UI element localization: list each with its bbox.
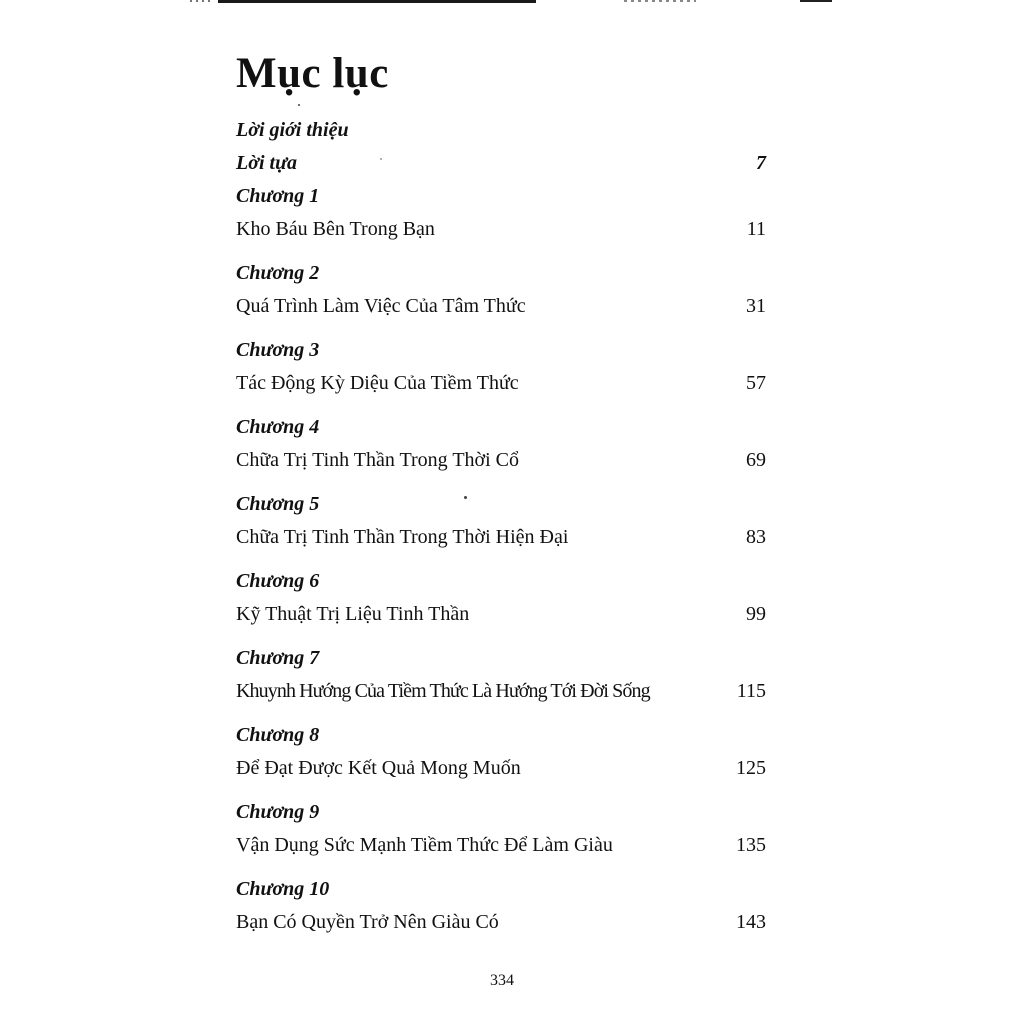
toc-entry-label: Lời tựa bbox=[236, 152, 298, 174]
chapter-title: Kỹ Thuật Trị Liệu Tinh Thần bbox=[236, 603, 470, 625]
chapter-title: Kho Báu Bên Trong Bạn bbox=[236, 218, 435, 240]
scan-speck bbox=[298, 104, 300, 106]
chapter-page: 11 bbox=[746, 218, 766, 240]
toc-entry-label: Lời giới thiệu bbox=[236, 119, 349, 141]
chapter-heading-label: Chương 4 bbox=[236, 416, 320, 438]
chapter-title-row bbox=[236, 906, 766, 939]
chapter-title-row bbox=[236, 290, 766, 323]
chapter-heading bbox=[236, 488, 766, 521]
chapter-page: 57 bbox=[746, 372, 766, 394]
chapter-title-row bbox=[236, 444, 766, 477]
chapter-page: 135 bbox=[736, 834, 766, 856]
chapter-page: 83 bbox=[746, 526, 766, 548]
chapter-heading-label: Chương 7 bbox=[236, 647, 320, 669]
scan-speck bbox=[464, 496, 467, 499]
chapter-heading bbox=[236, 719, 766, 752]
chapter-title: Vận Dụng Sức Mạnh Tiềm Thức Để Làm Giàu bbox=[236, 834, 613, 856]
chapter-heading bbox=[236, 411, 766, 444]
chapter-title: Để Đạt Được Kết Quả Mong Muốn bbox=[236, 757, 521, 779]
chapter-title: Quá Trình Làm Việc Của Tâm Thức bbox=[236, 295, 526, 317]
chapter-heading bbox=[236, 257, 766, 290]
scan-speck bbox=[380, 158, 382, 160]
chapter-title-row bbox=[236, 598, 766, 631]
chapter-heading-label: Chương 6 bbox=[236, 570, 320, 592]
chapter-heading-label: Chương 3 bbox=[236, 339, 320, 361]
chapter-heading bbox=[236, 334, 766, 367]
top-edge-marks bbox=[624, 0, 696, 2]
toc-entry-page: 7 bbox=[756, 152, 766, 174]
table-of-contents bbox=[236, 114, 766, 939]
chapter-heading bbox=[236, 642, 766, 675]
chapter-heading bbox=[236, 796, 766, 829]
chapter-heading bbox=[236, 565, 766, 598]
chapter-page: 143 bbox=[736, 911, 766, 933]
chapter-title: Chữa Trị Tinh Thần Trong Thời Cổ bbox=[236, 449, 520, 471]
chapter-page: 125 bbox=[736, 757, 766, 779]
top-edge-marks bbox=[190, 0, 212, 2]
chapter-page: 115 bbox=[736, 680, 766, 702]
chapter-heading-label: Chương 5 bbox=[236, 493, 320, 515]
chapter-heading-label: Chương 10 bbox=[236, 878, 330, 900]
top-edge-marks bbox=[800, 0, 832, 2]
chapter-page: 69 bbox=[746, 449, 766, 471]
chapter-heading bbox=[236, 873, 766, 906]
chapter-title-row bbox=[236, 752, 766, 785]
chapter-title-row bbox=[236, 829, 766, 862]
chapter-heading bbox=[236, 180, 766, 213]
toc-entry-preface bbox=[236, 147, 766, 180]
chapter-title: Bạn Có Quyền Trở Nên Giàu Có bbox=[236, 911, 499, 933]
top-rule bbox=[218, 0, 536, 3]
chapter-heading-label: Chương 9 bbox=[236, 801, 320, 823]
chapter-title-row bbox=[236, 213, 766, 246]
page-number: 334 bbox=[490, 972, 514, 989]
chapter-title-row bbox=[236, 367, 766, 400]
chapter-title-row bbox=[236, 675, 766, 708]
chapter-page: 31 bbox=[746, 295, 766, 317]
toc-entry-introduction bbox=[236, 114, 766, 147]
chapter-title: Tác Động Kỳ Diệu Của Tiềm Thức bbox=[236, 372, 519, 394]
chapter-title: Chữa Trị Tinh Thần Trong Thời Hiện Đại bbox=[236, 526, 569, 548]
chapter-heading-label: Chương 8 bbox=[236, 724, 320, 746]
chapter-heading-label: Chương 2 bbox=[236, 262, 320, 284]
page-title: Mục lục bbox=[236, 50, 389, 97]
chapter-page: 99 bbox=[746, 603, 766, 625]
chapter-title-row bbox=[236, 521, 766, 554]
chapter-heading-label: Chương 1 bbox=[236, 185, 320, 207]
chapter-title: Khuynh Hướng Của Tiềm Thức Là Hướng Tới Đời Sống bbox=[236, 680, 650, 702]
